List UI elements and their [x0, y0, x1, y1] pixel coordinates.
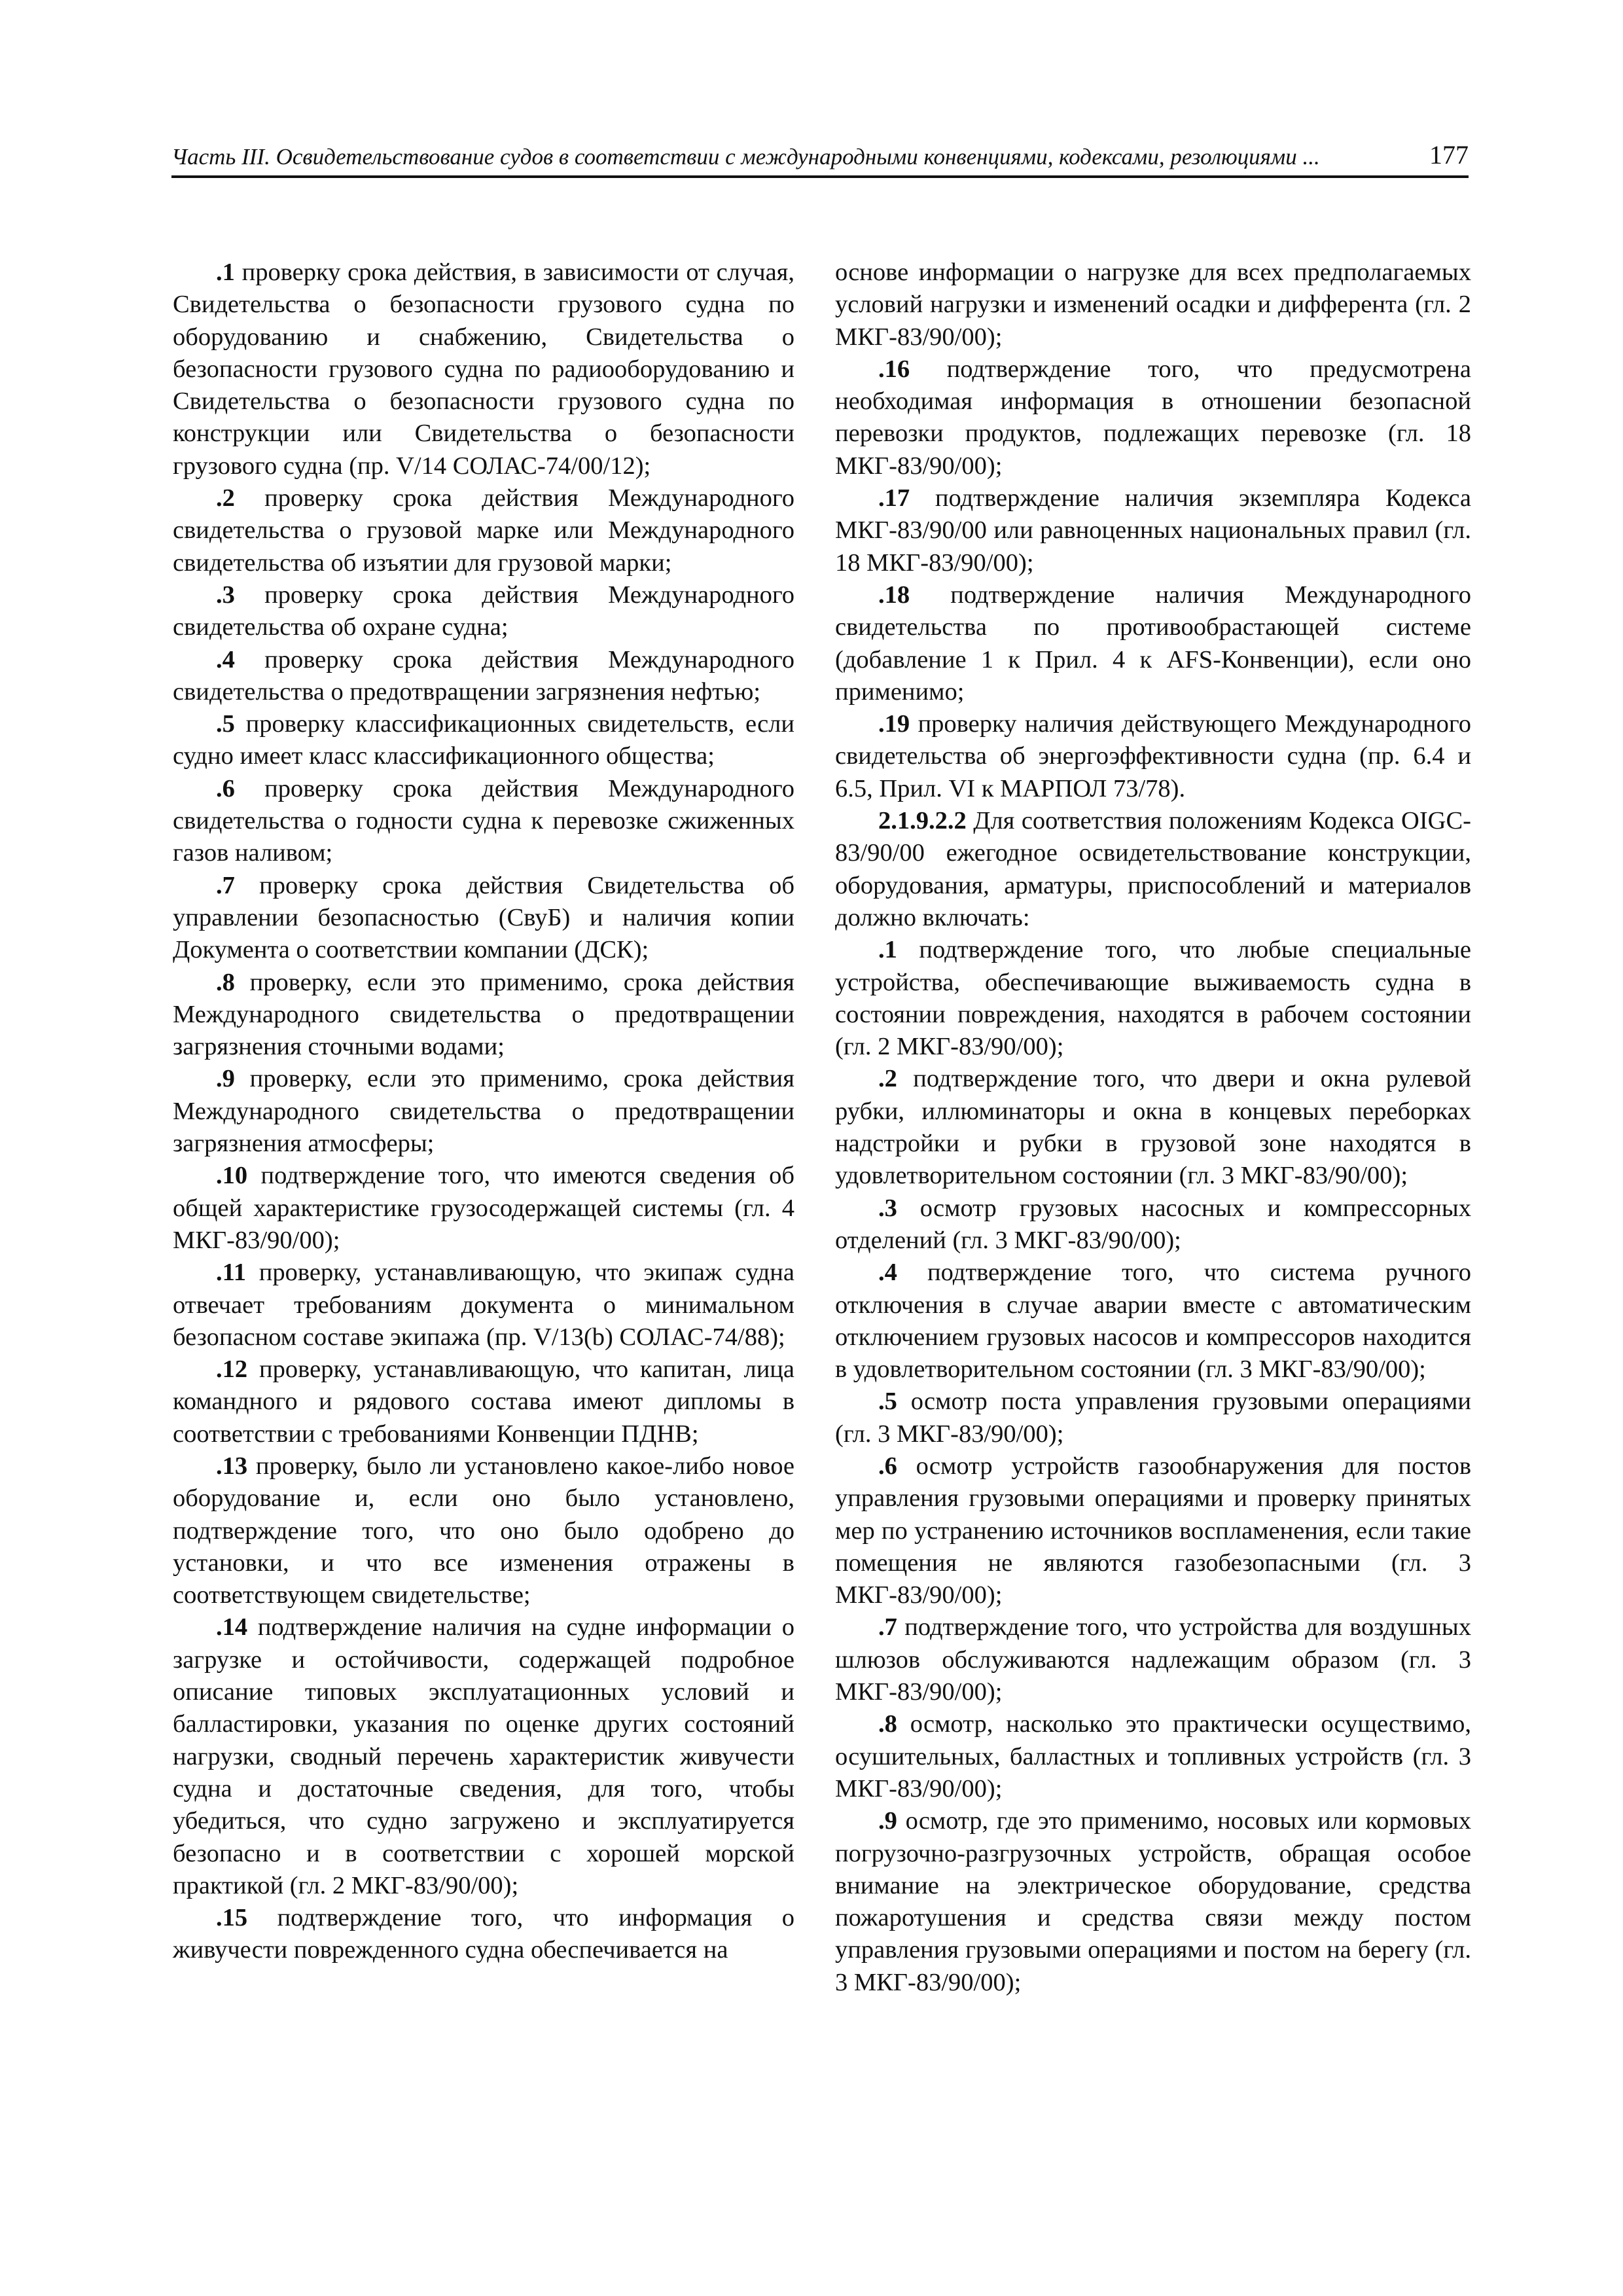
item-text: проверку срока действия Международного свидетельства о предотвращении загрязнения нефтью; — [173, 645, 794, 706]
list-item — [835, 1805, 1471, 1999]
item-number: .7 — [878, 1613, 897, 1641]
list-item — [173, 1611, 794, 1902]
item-number: .3 — [878, 1194, 897, 1222]
item-text: подтверждение того, что информация о живучести поврежденного судна обеспечивается на — [173, 1904, 794, 1964]
item-number: .8 — [878, 1710, 897, 1738]
item-number: .12 — [216, 1355, 248, 1384]
right-column — [835, 257, 1471, 1999]
list-item — [173, 708, 794, 773]
item-text: проверку срока действия Международного свидетельства о годности судна к перевозке сжиженных газов наливом; — [173, 774, 794, 867]
page-number: 177 — [1429, 140, 1469, 170]
item-text: проверку срока действия, в зависимости от случая, Свидетельства о безопасности грузового судна по оборудованию и снабжению, Свидетельства о безопасности грузового судна по радиооборудованию и Свидетельства о безопасности грузового судна по конструкции или Свидетельства о безопасности грузового судна (пр. V/14 СОЛАС-74/00/12); — [173, 259, 794, 480]
item-text: проверку срока действия Международного свидетельства об охране судна; — [173, 581, 794, 641]
item-number: .18 — [878, 581, 910, 609]
list-item — [835, 1708, 1471, 1805]
item-number: .1 — [878, 936, 897, 964]
running-header — [171, 139, 1469, 178]
item-number: .16 — [878, 355, 910, 383]
item-text: осмотр устройств газообнаружения для постов управления грузовыми операциями и проверку принятых мер по устранению источников воспламенения, если такие помещения не являются газобезопасными (гл. 3 МКГ-83/90/00); — [835, 1452, 1471, 1609]
left-column — [173, 257, 794, 1967]
item-text: проверку срока действия Свидетельства об управлении безопасностью (СвуБ) и наличия копии Документа о соответствии компании (ДСК); — [173, 871, 794, 964]
item-text: осмотр поста управления грузовыми операциями (гл. 3 МКГ-83/90/00); — [835, 1388, 1471, 1448]
item-number: .4 — [878, 1259, 897, 1287]
item-text: подтверждение того, что имеются сведения об общей характеристике грузосодержащей системы (гл. 4 МКГ-83/90/00); — [173, 1162, 794, 1254]
item-number: .3 — [216, 581, 235, 609]
item-text: подтверждение того, что двери и окна рулевой рубки, иллюминаторы и окна в концевых переборках надстройки и рубки в грузовой зоне находятся в удовлетворительном состоянии (гл. 3 МКГ-83/90/00); — [835, 1065, 1471, 1190]
item-number: .2 — [216, 484, 235, 512]
list-item — [835, 1063, 1471, 1192]
item-number: .7 — [216, 871, 235, 899]
item-number: .6 — [216, 774, 235, 802]
item-number: .2 — [878, 1065, 897, 1093]
list-item — [173, 1450, 794, 1611]
item-number: .17 — [878, 484, 910, 512]
list-item — [835, 482, 1471, 579]
item-number: .10 — [216, 1162, 248, 1190]
list-item-continuation — [835, 257, 1471, 353]
section-number: 2.1.9.2.2 — [878, 807, 967, 835]
item-text: подтверждение того, что предусмотрена необходимая информация в отношении безопасной перевозки продуктов, подлежащих перевозке (гл. 18 МКГ-83/90/00); — [835, 355, 1471, 480]
list-item — [173, 257, 794, 482]
item-number: .1 — [216, 259, 235, 286]
item-text: подтверждение того, что любые специальные устройства, обеспечивающие выживаемость судна в состоянии повреждения, находятся в рабочем состоянии (гл. 2 МКГ-83/90/00); — [835, 936, 1471, 1061]
list-item — [173, 1160, 794, 1257]
list-item — [173, 1257, 794, 1354]
item-text: проверку, если это применимо, срока действия Международного свидетельства о предотвращении загрязнения атмосферы; — [173, 1065, 794, 1158]
list-item — [835, 1611, 1471, 1708]
list-item — [173, 579, 794, 644]
item-text: проверку, было ли установлено какое-либо новое оборудование и, если оно было установлено, подтверждение того, что оно было одобрено до установки, и что все изменения отражены в соответствующем свидетельстве; — [173, 1452, 794, 1609]
list-item — [835, 1450, 1471, 1611]
item-text: подтверждение наличия на судне информации о загрузке и остойчивости, содержащей подробное описание типовых эксплуатационных условий и балластировки, указания по оценке других состояний нагрузки, сводный перечень характеристик живучести судна и достаточные сведения, для того, чтобы убедиться, что судно загружено и эксплуатируется безопасно и в соответствии с хорошей морской практикой (гл. 2 МКГ-83/90/00); — [173, 1613, 794, 1899]
item-text: осмотр грузовых насосных и компрессорных отделений (гл. 3 МКГ-83/90/00); — [835, 1194, 1471, 1254]
item-number: .8 — [216, 968, 235, 996]
item-text: осмотр, где это применимо, носовых или кормовых погрузочно-разгрузочных устройств, обращая особое внимание на электрическое оборудование, средства пожаротушения и средства связи между постом управления грузовыми операциями и постом на берегу (гл. 3 МКГ-83/90/00); — [835, 1807, 1471, 1996]
list-item — [835, 353, 1471, 482]
item-text: проверку, устанавливающую, что экипаж судна отвечает требованиям документа о минимальном безопасном составе экипажа (пр. V/13(b) СОЛАС-74/88); — [173, 1259, 794, 1351]
item-text: проверку классификационных свидетельств, если судно имеет класс классификационного общества; — [173, 710, 794, 770]
item-text: подтверждение того, что система ручного отключения в случае аварии вместе с автоматическим отключением грузовых насосов и компрессоров находится в удовлетворительном состоянии (гл. 3 МКГ-83/90/00); — [835, 1259, 1471, 1384]
list-item — [835, 934, 1471, 1063]
list-item — [173, 1354, 794, 1450]
running-header-title: Часть III. Освидетельствование судов в соответствии с международными конвенциями, кодексами, резолюциями ... — [171, 144, 1320, 170]
item-number: .19 — [878, 710, 910, 738]
item-number: .14 — [216, 1613, 248, 1641]
item-text: проверку, если это применимо, срока действия Международного свидетельства о предотвращении загрязнения сточными водами; — [173, 968, 794, 1061]
item-number: .5 — [878, 1388, 897, 1416]
item-number: .9 — [878, 1807, 897, 1835]
list-item — [835, 1193, 1471, 1257]
list-item — [835, 1386, 1471, 1450]
item-number: .15 — [216, 1904, 248, 1932]
list-item — [173, 967, 794, 1064]
item-text: подтверждение наличия экземпляра Кодекса МКГ-83/90/00 или равноценных национальных правил (гл. 18 МКГ-83/90/00); — [835, 484, 1471, 577]
item-text: проверку наличия действующего Международного свидетельства об энергоэффективности судна (пр. 6.4 и 6.5, Прил. VI к МАРПОЛ 73/78). — [835, 710, 1471, 802]
list-item — [173, 1063, 794, 1160]
item-text: основе информации о нагрузке для всех предполагаемых условий нагрузки и изменений осадки и дифферента (гл. 2 МКГ-83/90/00); — [835, 259, 1471, 351]
list-item — [173, 1902, 794, 1967]
item-text: проверку, устанавливающую, что капитан, лица командного и рядового состава имеют дипломы в соответствии с требованиями Конвенции ПДНВ; — [173, 1355, 794, 1448]
item-text: подтверждение того, что устройства для воздушных шлюзов обслуживаются надлежащим образом (гл. 3 МКГ-83/90/00); — [835, 1613, 1471, 1706]
item-number: .6 — [878, 1452, 897, 1480]
list-item — [173, 644, 794, 709]
item-text: проверку срока действия Международного свидетельства о грузовой марке или Международного свидетельства об изъятии для грузовой марки; — [173, 484, 794, 577]
item-text: подтверждение наличия Международного свидетельства по противообрастающей системе (добавление 1 к Прил. 4 к AFS-Конвенции), если оно применимо; — [835, 581, 1471, 706]
list-item — [173, 773, 794, 870]
item-number: .4 — [216, 645, 235, 673]
section-text: Для соответствия положениям Кодекса OIGC-83/90/00 ежегодное освидетельствование конструкции, оборудования, арматуры, приспособлений и материалов должно включать: — [835, 807, 1471, 931]
list-item — [173, 870, 794, 967]
item-number: .5 — [216, 710, 235, 738]
list-item — [835, 1257, 1471, 1386]
list-item — [835, 579, 1471, 708]
item-number: .11 — [216, 1259, 247, 1287]
section-paragraph — [835, 805, 1471, 934]
list-item — [173, 482, 794, 579]
item-number: .9 — [216, 1065, 235, 1093]
item-text: осмотр, насколько это практически осуществимо, осушительных, балластных и топливных устройств (гл. 3 МКГ-83/90/00); — [835, 1710, 1471, 1803]
item-number: .13 — [216, 1452, 248, 1480]
list-item — [835, 708, 1471, 805]
